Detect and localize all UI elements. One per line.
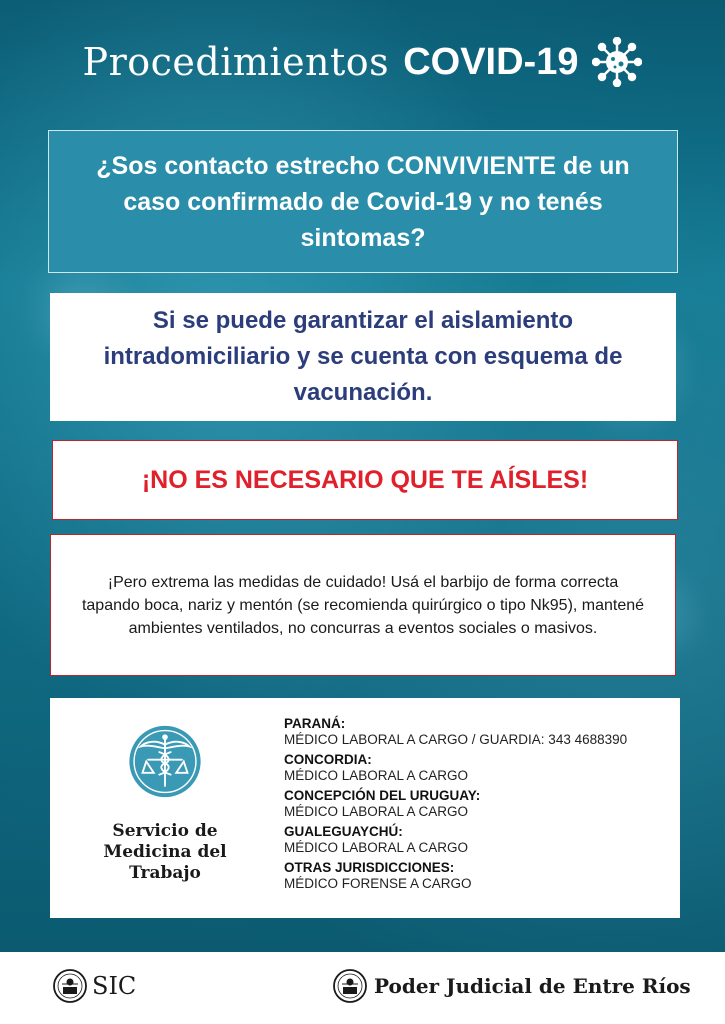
contact-role: MÉDICO LABORAL A CARGO (284, 840, 469, 855)
contact-city: CONCEPCIÓN DEL URUGUAY: (284, 788, 481, 803)
title-part1: Procedimientos (82, 40, 390, 84)
contact-list (284, 716, 674, 896)
caduceus-icon (126, 724, 204, 799)
sic-label: SIC (92, 972, 137, 1000)
list-item (284, 824, 674, 856)
contact-role: MÉDICO LABORAL A CARGO (284, 768, 469, 783)
advice-box: ¡Pero extrema las medidas de cuidado! Usá el barbijo de forma correcta tapando boca, nariz y mentón (se recomienda quirúrgico o tipo Nk95), mantené ambientes ventilados, no concurras a eventos sociales o masivos. (50, 534, 676, 676)
list-item (284, 860, 674, 892)
service-name: Servicio de Medicina del Trabajo (103, 821, 227, 883)
list-item (284, 752, 674, 784)
seal-icon (332, 968, 368, 1004)
condition-box: Si se puede garantizar el aislamiento intradomiciliario y se cuenta con esquema de vacunación. (50, 293, 676, 421)
contact-city: CONCORDIA: (284, 752, 372, 767)
virus-icon (592, 37, 642, 87)
contact-city: PARANÁ: (284, 716, 346, 731)
question-box: ¿Sos contacto estrecho CONVIVIENTE de un caso confirmado de Covid-19 y no tenés sintomas? (48, 130, 678, 273)
contact-city: GUALEGUAYCHÚ: (284, 824, 403, 839)
footer (0, 952, 725, 1024)
title-part2: COVID-19 (403, 40, 579, 83)
contact-city: OTRAS JURISDICCIONES: (284, 860, 455, 875)
page-title (0, 36, 725, 88)
poder-judicial-label: Poder Judicial de Entre Ríos (374, 974, 691, 998)
service-logo (100, 724, 230, 884)
contact-role: MÉDICO FORENSE A CARGO (284, 876, 472, 891)
contact-box (50, 698, 680, 918)
list-item (284, 788, 674, 820)
alert-box: ¡NO ES NECESARIO QUE TE AÍSLES! (52, 440, 678, 520)
seal-icon (52, 968, 88, 1004)
poder-judicial-logo (332, 968, 691, 1004)
contact-role: MÉDICO LABORAL A CARGO (284, 804, 469, 819)
contact-role: MÉDICO LABORAL A CARGO / GUARDIA: 343 4688390 (284, 732, 628, 747)
list-item (284, 716, 674, 748)
sic-logo (52, 968, 136, 1004)
